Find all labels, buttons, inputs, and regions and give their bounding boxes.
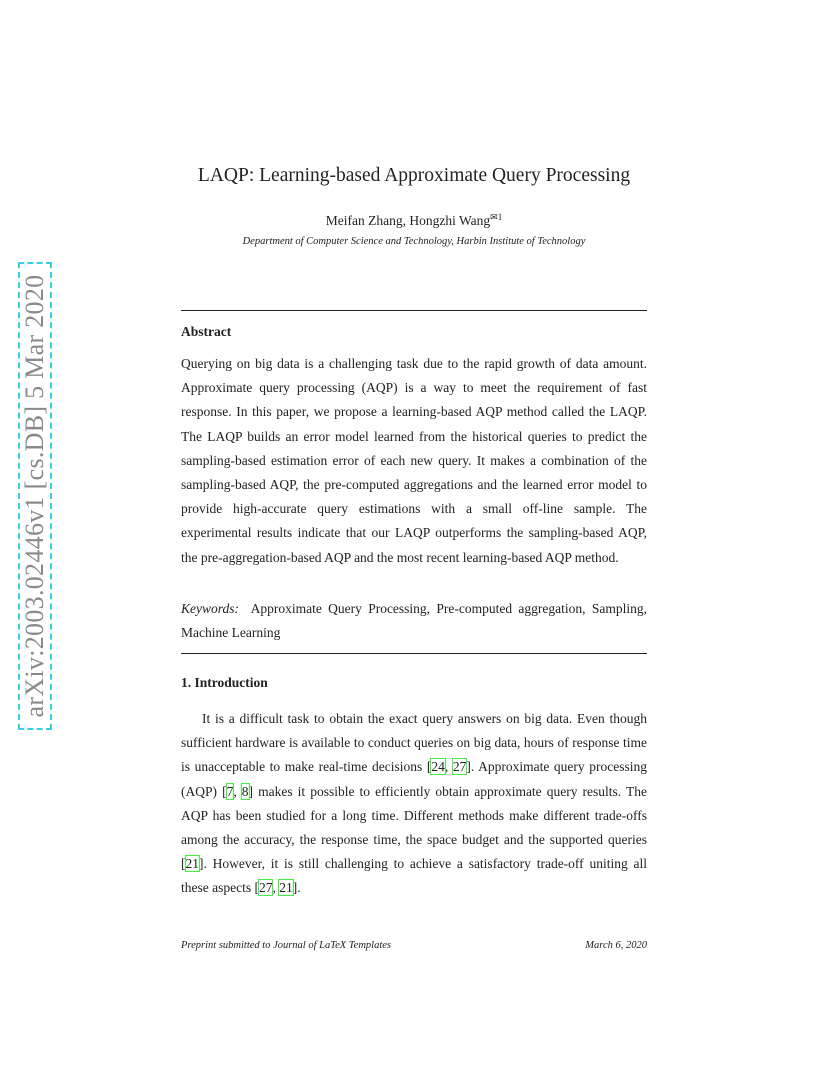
- section-heading: 1. Introduction: [181, 675, 268, 690]
- intro-text: ].: [292, 880, 301, 896]
- arxiv-identifier: arXiv:2003.02446v1 [cs.DB] 5 Mar 2020: [20, 274, 49, 718]
- intro-text: ]. Approximate query processing (AQP) [: [181, 759, 648, 799]
- abstract-text: Querying on big data is a challenging task due to the rapid growth of data amount. Approximate query processing (AQP) is a way to meet the requirement of fast response. In this paper, we propose a learning-based AQP method called the LAQP. The LAQP builds an error model learned from the historical queries to predict the sampling-based estimation error of each new query. It makes a combination of the sampling-based AQP, the pre-computed aggregations and the learned error model to provide high-accurate query estimations with a small off-line sample. The experimental results indicate that our LAQP outperforms the sampling-based AQP, the pre-aggregation-based AQP and the most recent learning-based AQP method.: [181, 356, 647, 565]
- citation-link[interactable]: 24: [431, 759, 445, 775]
- citation-link[interactable]: 7: [226, 783, 234, 799]
- footer-left: Preprint submitted to Journal of LaTeX Templates: [181, 940, 392, 951]
- arxiv-stamp[interactable]: [18, 262, 52, 730]
- keywords-text: Approximate Query Processing, Pre-computed aggregation, Sampling, Machine Learning: [181, 601, 647, 640]
- citation-link[interactable]: 27: [258, 880, 273, 896]
- abstract-bottom-rule: [181, 653, 647, 654]
- page-footer: [181, 940, 647, 951]
- abstract-top-rule: [181, 310, 647, 311]
- keywords: [181, 597, 647, 645]
- author-names: Meifan Zhang, Hongzhi Wang: [325, 213, 491, 228]
- citation-link[interactable]: 8: [241, 783, 249, 799]
- separator: ,: [233, 783, 242, 799]
- paper-title: LAQP: Learning-based Approximate Query Processing: [197, 165, 631, 186]
- intro-text: ]. However, it is still challenging to achieve a satisfactory trade-off uniting all these aspects [: [181, 856, 647, 896]
- author-line: [0, 212, 828, 229]
- intro-text: It is a difficult task to obtain the exact query answers on big data. Even though sufficient hardware is available to conduct queries on big data, hours of response time is unacceptable to make real-time decisions: [181, 711, 647, 775]
- separator: ,: [272, 880, 280, 896]
- abstract-heading: Abstract: [181, 324, 232, 339]
- intro-text: ] makes it possible to efficiently obtain approximate query results. The AQP has been studied for a long time. Different methods make different trade-offs among the accuracy, the response time, the space budget and the supported queries [: [181, 783, 647, 872]
- introduction-paragraph: [181, 707, 647, 901]
- corresponding-author-mark: ✉1: [490, 212, 503, 222]
- citation-link[interactable]: 21: [185, 856, 199, 872]
- keywords-label: Keywords:: [181, 601, 239, 616]
- footer-date: March 6, 2020: [585, 940, 647, 951]
- separator: ,: [444, 759, 453, 775]
- citation-link[interactable]: 27: [452, 759, 467, 775]
- citation-link[interactable]: 21: [279, 880, 293, 896]
- affiliation: Department of Computer Science and Technology, Harbin Institute of Technology: [242, 236, 586, 247]
- bracket: [: [426, 759, 432, 775]
